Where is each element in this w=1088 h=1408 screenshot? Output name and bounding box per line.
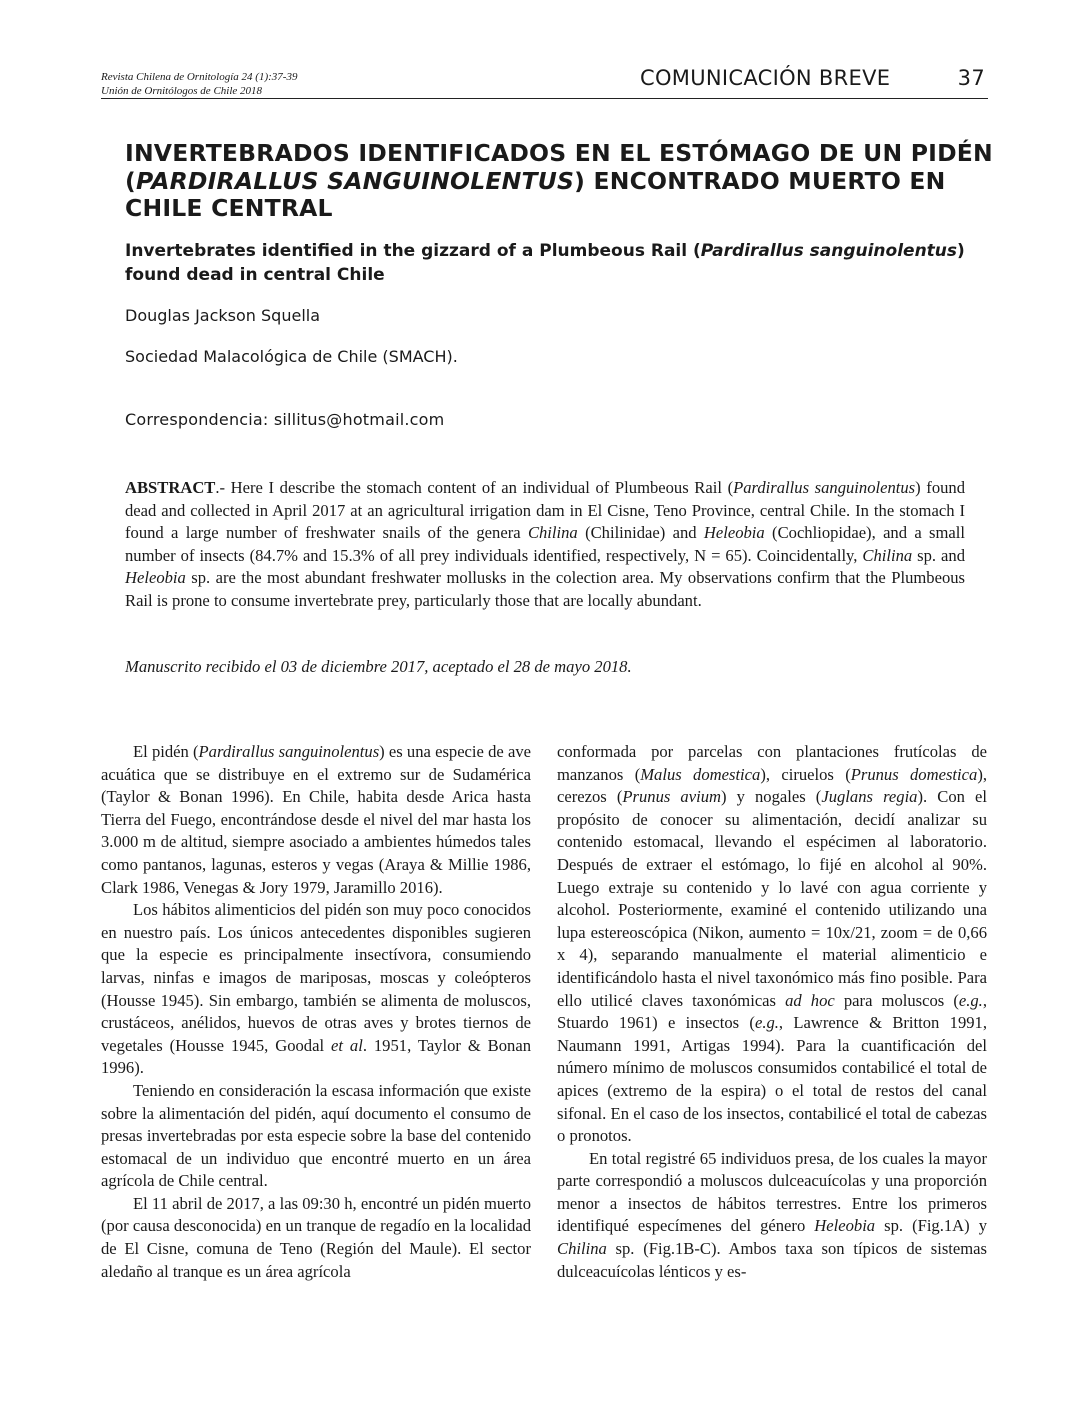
author-affiliation: Sociedad Malacológica de Chile (SMACH). [125, 347, 458, 366]
text: sp. (Fig.1B-C). Ambos taxa son típicos de sistemas dulceacuícolas lénticos y es- [557, 1239, 987, 1281]
article-subtitle [125, 240, 985, 287]
journal-line-1: Revista Chilena de Ornitología 24 (1):37-39 [101, 71, 298, 83]
abstract-text: (Cochliopidae), and a small number of insects (84.7% and 15.3% of all prey individuals identified, respectively, N = 65). Coincidentally, [125, 523, 966, 565]
abstract-text: (Chilinidae) and [577, 523, 704, 543]
text: ), ciruelos ( [760, 764, 851, 784]
species: Prunus domestica [850, 764, 978, 784]
text: El pidén ( [133, 742, 199, 761]
text: para moluscos ( [834, 990, 959, 1010]
text: Los hábitos alimenticios del pidén son muy poco conocidos en nuestro país. Los únicos antecedentes disponibles sugieren que la especie es principalmente insectívora, consumiendo larvas, ninfas e imagos de mariposas, moscas y coleópteros (Housse 1945). Sin embargo, también se alimenta de moluscos, crustáceos, anélidos, huevos de otras aves y brotes tiernos de vegetales (Housse 1945, Goodal [101, 900, 531, 1055]
species: Pardirallus sanguinolentus [198, 742, 380, 761]
subtitle-text: Invertebrates identified in the gizzard of a Plumbeous Rail ( [125, 241, 701, 261]
body-column-left [101, 741, 531, 1283]
text: ), cerezos ( [557, 764, 987, 807]
paragraph [101, 741, 531, 899]
text: conformada por parcelas con plantaciones frutícolas de manzanos ( [557, 742, 987, 784]
text: ). Con el propósito de conocer su alimentación, decidí analizar su contenido estomacal, llevando el espécimen al laboratorio. Después de extraer el estómago, lo fijé en alcohol al 90%. Luego extraje su contenido y lo lavé con agua corriente y alcohol. Posteriormente, examiné el contenido utilizando una lupa estereoscópica (Nikon, aumento = 10x/21, zoom = de 0,66 x 4), separando manualmente el material alimenticio e identificándolo hasta el nivel taxonómico más fino posible. Para ello utilicé claves taxonómicas [557, 787, 988, 1010]
abstract-text: .- Here I describe the stomach content of an individual of Plumbeous Rail ( [215, 478, 734, 497]
received-date: Manuscrito recibido el 03 de diciembre 2017, aceptado el 28 de mayo 2018. [125, 657, 632, 676]
et-al: et al [331, 1035, 363, 1055]
abstract-species: Chilina [527, 523, 578, 543]
text: ) es una especie de ave acuática que se distribuye en el extremo sur de Sudamérica (Taylor & Bonan 1996). En Chile, habita desde Arica hasta Tierra del Fuego, encontrándose desde el nivel del mar hasta los 3.000 m de altitud, siempre asociado a ambientes húmedos tales como pantanos, lagunas, esteros y vegas (Araya & Millie 1986, Clark 1986, Venegas & Jory 1979, Jaramillo 2016). [101, 742, 531, 897]
species: Malus domestica [640, 764, 761, 784]
text: . 1951, Taylor & Bonan 1996). [101, 1035, 531, 1078]
text: , Stuardo 1961) e insectos ( [557, 990, 987, 1033]
paragraph [101, 899, 531, 1080]
article-title [125, 140, 1005, 223]
paragraph [557, 1148, 987, 1284]
text: ) y nogales ( [720, 787, 822, 807]
title-text: INVERTEBRADOS IDENTIFICADOS EN EL ESTÓMAGO DE UN PIDÉN ( [125, 139, 993, 195]
abstract-species: Heleobia [703, 523, 765, 543]
journal-line-2: Unión de Ornitólogos de Chile 2018 [101, 85, 263, 97]
running-header [640, 66, 985, 90]
page-number: 37 [957, 66, 985, 90]
title-text-end: ) ENCONTRADO MUERTO EN CHILE CENTRAL [125, 166, 946, 222]
species: Prunus avium [622, 787, 721, 807]
header-rule [101, 98, 988, 99]
author-name: Douglas Jackson Squella [125, 306, 321, 325]
ad-hoc: ad hoc [785, 990, 835, 1010]
text: sp. (Fig.1A) y [875, 1216, 988, 1236]
eg: e.g. [754, 1013, 779, 1033]
abstract-text: sp. are the most abundant freshwater mollusks in the colection area. My observations confirm that the Plumbeous Rail is prone to consume invertebrate prey, particularly those that are locally abundant. [125, 568, 965, 610]
paragraph: Teniendo en consideración la escasa información que existe sobre la alimentación del pidén, aquí documento el consumo de presas invertebradas por esta especie sobre la base del contenido estomacal de un individuo que encontré muerto en un área agrícola de Chile central. [101, 1080, 531, 1191]
paragraph: El 11 abril de 2017, a las 09:30 h, encontré un pidén muerto (por causa desconocida) en un tranque de regadío en la localidad de El Cisne, comuna de Teno (Región del Maule). El sector aledaño al tranque es un área agrícola [101, 1193, 531, 1281]
title-species: PARDIRALLUS SANGUINOLENTUS [135, 166, 575, 195]
section-label: COMUNICACIÓN BREVE [640, 66, 891, 90]
body-column-right [557, 741, 987, 1283]
species: Heleobia [814, 1216, 876, 1236]
abstract-species: Pardirallus sanguinolentus [733, 478, 916, 497]
species: Juglans regia [821, 787, 918, 807]
abstract-text: sp. and [912, 545, 965, 565]
subtitle-species: Pardirallus sanguinolentus [700, 241, 958, 261]
abstract-species: Heleobia [125, 568, 186, 588]
journal-citation [101, 70, 297, 98]
species: Chilina [557, 1239, 607, 1259]
abstract-label: ABSTRACT [125, 478, 216, 497]
abstract-species: Chilina [862, 545, 913, 565]
text: En total registré 65 individuos presa, de los cuales la mayor parte correspondió a moluscos dulceacuícolas y una proporción menor a insectos de hábitos terrestres. Entre los primeros identifiqué especímenes del género [557, 1148, 987, 1236]
paragraph [557, 741, 987, 1148]
eg: e.g. [958, 990, 983, 1010]
text: , Lawrence & Britton 1991, Naumann 1991, Artigas 1994). Para la cuantificación del número mínimo de moluscos consumidos contabilicé el total de apices (extremo de la espira) o el total de restos del canal sifonal. En el caso de los insectos, contabilicé el total de cabezas o pronotos. [557, 1013, 987, 1146]
subtitle-text-end: ) found dead in central Chile [125, 241, 965, 285]
abstract-text: ) found dead and collected in April 2017 at an agricultural irrigation dam in El Cisne, Teno Province, central Chile. In the stomach I found a large number of freshwater snails of the genera [125, 478, 966, 543]
correspondence: Correspondencia: sillitus@hotmail.com [125, 410, 445, 429]
abstract [125, 477, 965, 613]
